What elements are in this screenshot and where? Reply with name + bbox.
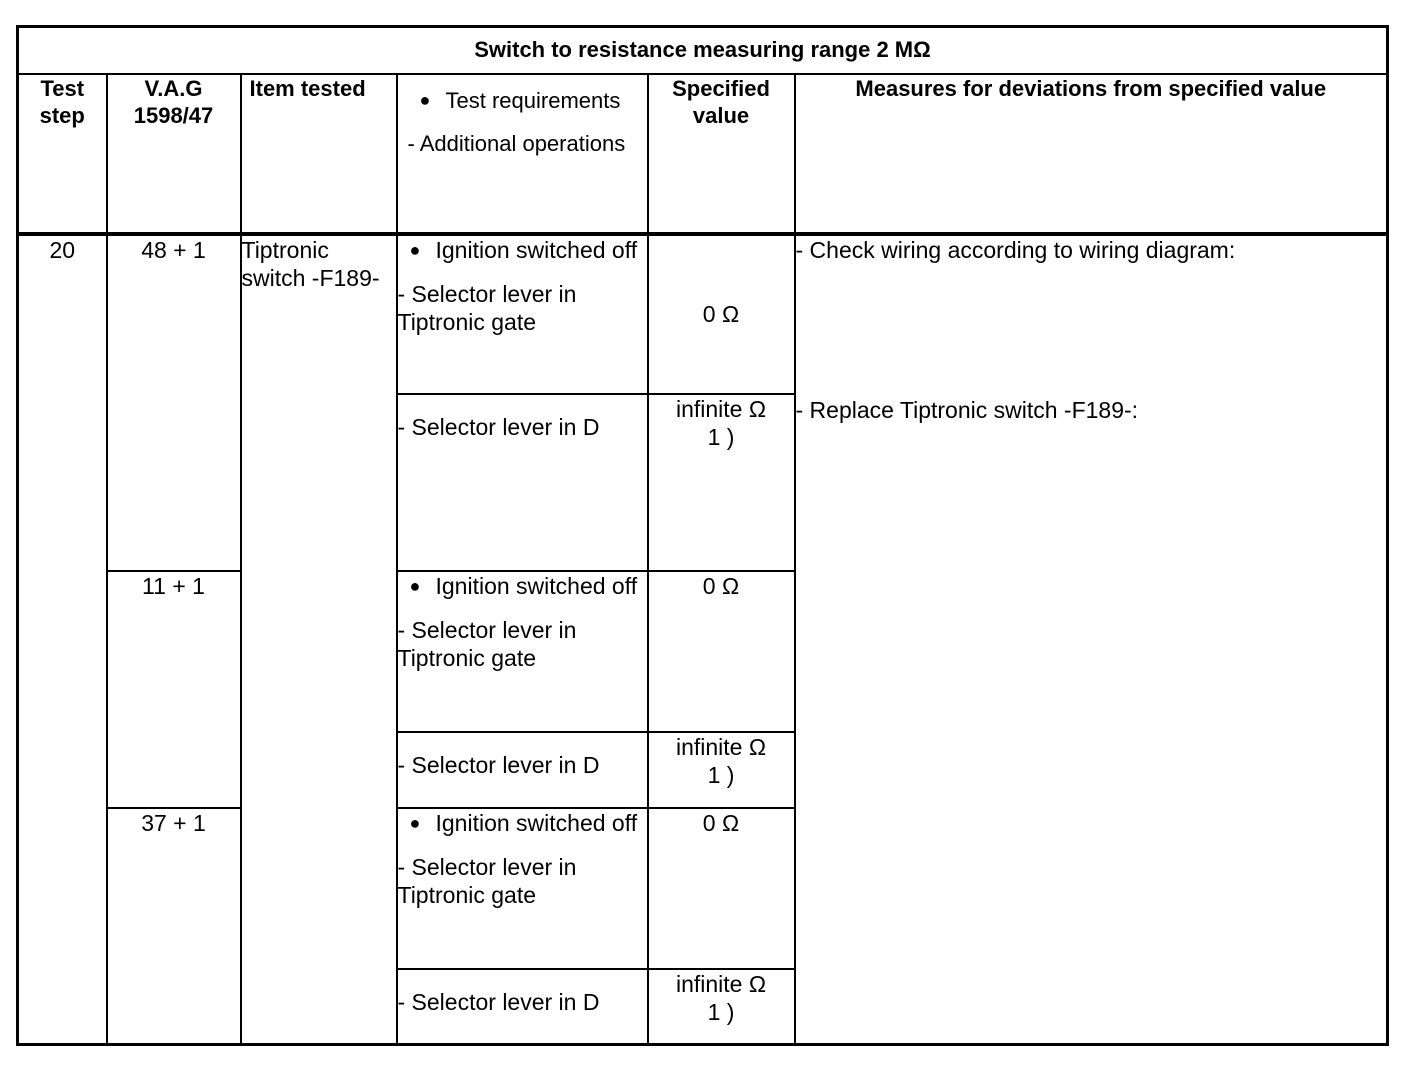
requirement-bullet-text: Ignition switched off	[435, 572, 638, 599]
requirement-dash: - Selector lever in Tiptronic gate	[397, 280, 577, 335]
bullet-icon: ●	[409, 575, 421, 596]
vag-cell-1: 48 + 1	[107, 234, 241, 571]
footnote-ref: 1 )	[707, 423, 735, 450]
spec-value-cell-2b	[648, 732, 795, 808]
requirement-bullet-text: Ignition switched off	[435, 809, 638, 836]
spec-value-cell-1b	[648, 394, 795, 571]
item-tested-cell: Tiptronic switch -F189-	[241, 234, 397, 1045]
header-vag: V.A.G 1598/47	[107, 74, 241, 234]
vag-cell-3: 37 + 1	[107, 808, 241, 1045]
table-title: Switch to resistance measuring range 2 MΩ	[18, 27, 1388, 74]
spec-value-infinite: infinite Ω	[675, 733, 767, 760]
requirement-bullet-text: Ignition switched off	[435, 236, 638, 263]
header-req-bullet	[408, 87, 639, 114]
requirement-cell-2a	[397, 571, 648, 732]
spec-value-cell-2a: 0 Ω	[648, 571, 795, 732]
header-item-tested: Item tested	[241, 74, 397, 234]
spec-value-cell-3a: 0 Ω	[648, 808, 795, 969]
vag-cell-2: 11 + 1	[107, 571, 241, 808]
requirement-dash: - Selector lever in Tiptronic gate	[397, 853, 577, 908]
header-req-bullet-text: Test requirements	[445, 87, 621, 113]
resistance-test-table	[16, 25, 1389, 1046]
header-measures: Measures for deviations from specified value	[795, 74, 1388, 234]
bullet-icon: ●	[419, 89, 431, 110]
measures-cell	[795, 234, 1388, 1045]
measure-check-wiring: - Check wiring according to wiring diagram:	[795, 236, 1236, 263]
header-req-dash: - Additional operations	[407, 130, 626, 156]
spec-value-infinite: infinite Ω	[675, 395, 767, 422]
spec-value-cell-1a: 0 Ω	[648, 234, 795, 394]
measure-replace-switch: - Replace Tiptronic switch -F189-:	[795, 396, 1139, 423]
requirement-bullet	[398, 809, 647, 837]
requirement-dash: - Selector lever in Tiptronic gate	[397, 616, 577, 671]
footnote-ref: 1 )	[707, 761, 735, 788]
bullet-icon: ●	[409, 812, 421, 833]
requirement-cell-1a	[397, 234, 648, 394]
test-step-cell: 20	[18, 234, 107, 1045]
requirement-bullet	[398, 236, 647, 264]
header-specified-value: Specified value	[648, 74, 795, 234]
spec-value-infinite: infinite Ω	[675, 970, 767, 997]
header-requirements	[397, 74, 648, 234]
requirement-cell-3b: - Selector lever in D	[397, 969, 648, 1045]
header-test-step: Test step	[18, 74, 107, 234]
bullet-icon: ●	[409, 239, 421, 260]
requirement-cell-1b: - Selector lever in D	[397, 394, 648, 571]
requirement-cell-3a	[397, 808, 648, 969]
requirement-cell-2b: - Selector lever in D	[397, 732, 648, 808]
spec-value-cell-3b	[648, 969, 795, 1045]
footnote-ref: 1 )	[707, 998, 735, 1025]
requirement-bullet	[398, 572, 647, 600]
